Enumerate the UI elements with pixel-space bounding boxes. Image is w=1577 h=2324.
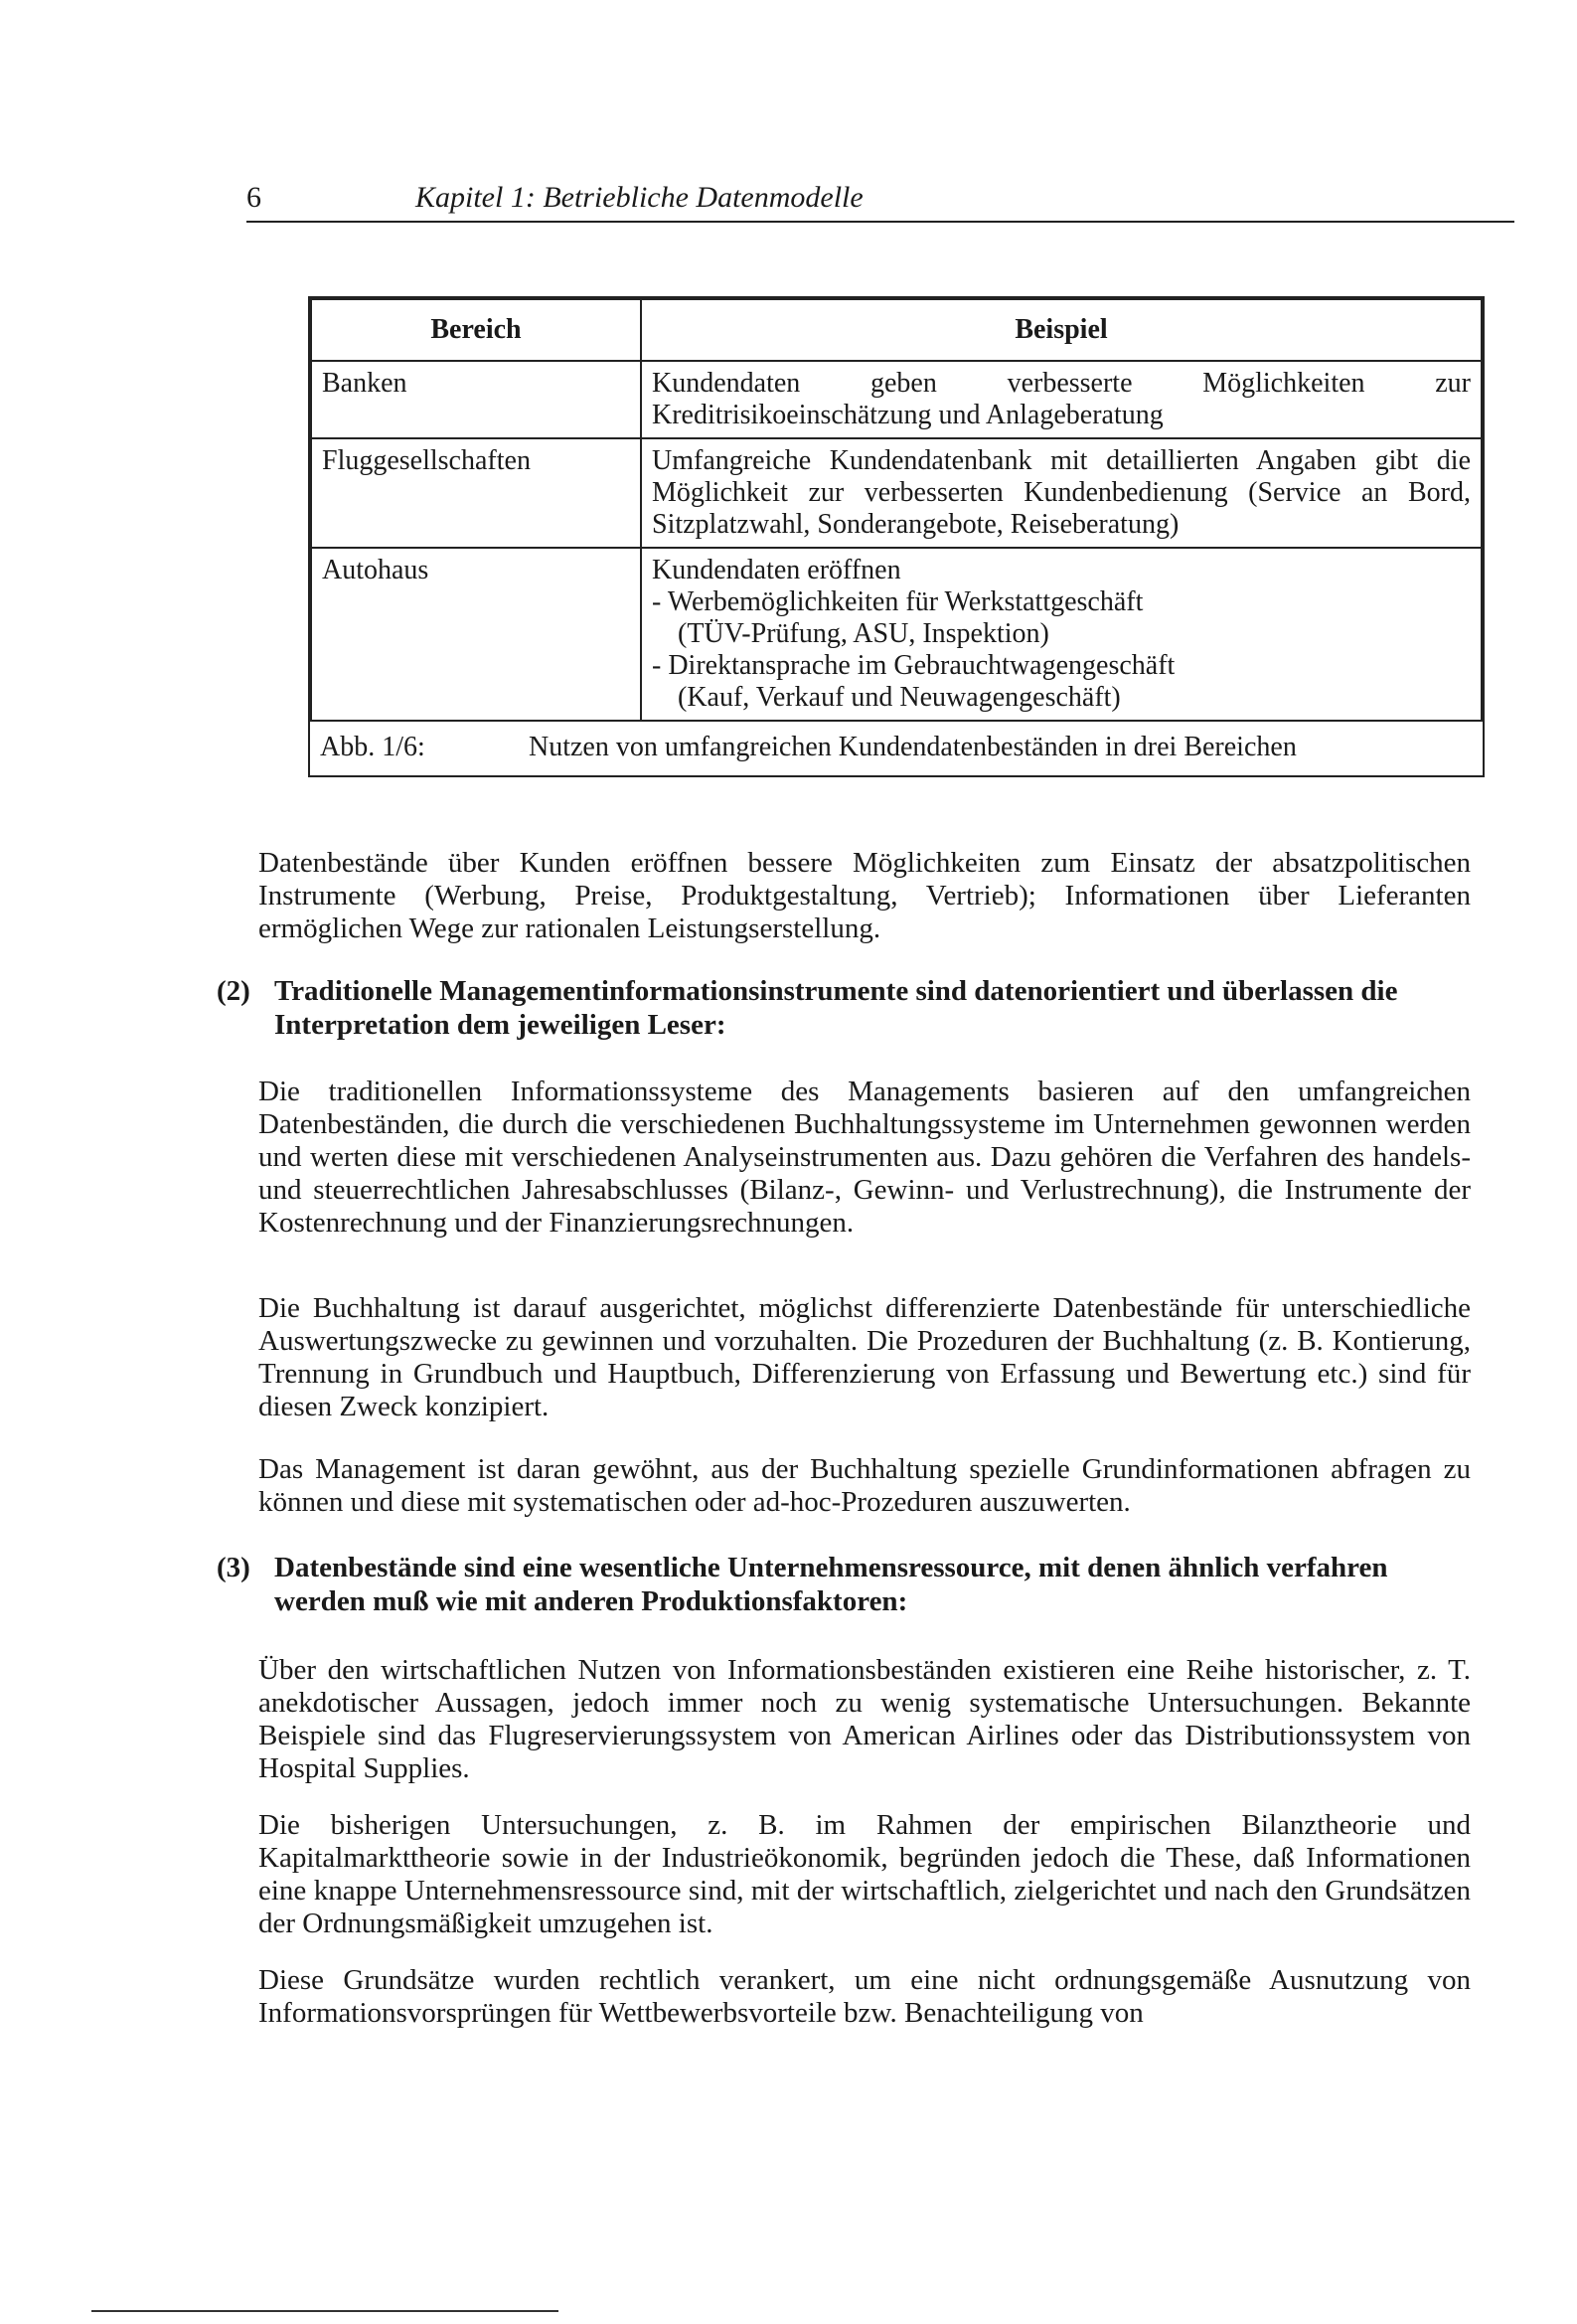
chapter-title: Kapitel 1: Betriebliche Datenmodelle (415, 181, 864, 214)
paragraph: Über den wirtschaftlichen Nutzen von Informationsbeständen existieren eine Reihe historischer, z. T. anekdotischer Aussagen, jedoch immer noch zu wenig systematische Untersuchungen. Bekannte Beispiele sind das Flugreservierungssystem von American Airlines oder das Distributionssystem von Hospital Supplies. (258, 1654, 1471, 1784)
section-heading-text: Traditionelle Managementinformationsinstrumente sind datenorientiert und überlassen die Interpretation dem jeweiligen Leser: (274, 975, 1398, 1041)
paragraph: Das Management ist daran gewöhnt, aus der Buchhaltung spezielle Grundinformationen abfragen zu können und diese mit systematischen oder ad-hoc-Prozeduren auszuwerten. (258, 1453, 1471, 1518)
list-item: - Werbemöglichkeiten für Werkstattgeschäft (652, 586, 1144, 617)
section-heading (217, 974, 1471, 1042)
section-heading-text: Datenbestände sind eine wesentliche Unternehmensressource, mit denen ähnlich verfahren werden muß wie mit anderen Produktionsfaktoren: (274, 1552, 1388, 1617)
figure-table (310, 298, 1483, 722)
table-row (311, 438, 1482, 548)
table-row (311, 361, 1482, 438)
column-header-area: Bereich (311, 299, 641, 361)
footnote-rule (91, 2310, 558, 2312)
example-intro: Kundendaten eröffnen (652, 555, 901, 585)
section-number: (2) (217, 975, 250, 1007)
figure-caption (310, 722, 1483, 775)
paragraph: Die traditionellen Informationssysteme des Managements basieren auf den umfangreichen Datenbeständen, die durch die verschiedenen Buchhaltungssysteme im Unternehmen gewonnen werden und werten diese mit verschiedenen Analyseinstrumenten aus. Dazu gehören die Verfahren des handels- und steuerrechtlichen Jahresabschlusses (Bilanz-, Gewinn- und Verlustrechnung), die Instrumente der Kostenrechnung und der Finanzierungsrechnungen. (258, 1076, 1471, 1239)
caption-text: Nutzen von umfangreichen Kundendatenbeständen in drei Bereichen (529, 732, 1297, 762)
list-item-detail: (TÜV-Prüfung, ASU, Inspektion) (678, 618, 1049, 649)
list-item: - Direktansprache im Gebrauchtwagengeschäft (652, 650, 1176, 681)
caption-label: Abb. 1/6: (320, 732, 425, 762)
page-number: 6 (246, 181, 261, 214)
section-number: (3) (217, 1552, 250, 1583)
area-cell: Banken (311, 361, 641, 438)
section-heading (217, 1551, 1471, 1618)
paragraph: Diese Grundsätze wurden rechtlich verankert, um eine nicht ordnungsgemäße Ausnutzung von Informationsvorsprüngen für Wettbewerbsvorteile bzw. Benachteiligung von (258, 1964, 1471, 2029)
example-cell (641, 548, 1482, 721)
example-cell: Kundendaten geben verbesserte Möglichkeiten zur Kreditrisikoeinschätzung und Anlageberatung (641, 361, 1482, 438)
list-item-detail: (Kauf, Verkauf und Neuwagengeschäft) (678, 682, 1121, 713)
example-cell: Umfangreiche Kundendatenbank mit detaillierten Angaben gibt die Möglichkeit zur verbesserten Kundenbedienung (Service an Bord, Sitzplatzwahl, Sonderangebote, Reiseberatung) (641, 438, 1482, 548)
column-header-example: Beispiel (641, 299, 1482, 361)
running-header (246, 175, 1514, 223)
paragraph: Datenbestände über Kunden eröffnen bessere Möglichkeiten zum Einsatz der absatzpolitischen Instrumente (Werbung, Preise, Produktgestaltung, Vertrieb); Informationen über Lieferanten ermöglichen Wege zur rationalen Leistungserstellung. (258, 847, 1471, 944)
table-row (311, 548, 1482, 721)
table-header-row (311, 299, 1482, 361)
area-cell: Autohaus (311, 548, 641, 721)
paragraph: Die Buchhaltung ist darauf ausgerichtet, möglichst differenzierte Datenbestände für unterschiedliche Auswertungszwecke zu gewinnen und vorzuhalten. Die Prozeduren der Buchhaltung (z. B. Kontierung, Trennung in Grundbuch und Hauptbuch, Differenzierung von Erfassung und Bewertung etc.) sind für diesen Zweck konzipiert. (258, 1292, 1471, 1422)
paragraph: Die bisherigen Untersuchungen, z. B. im Rahmen der empirischen Bilanztheorie und Kapitalmarkttheorie sowie in der Industrieökonomik, begründen jedoch die These, daß Informationen eine knappe Unternehmensressource sind, mit der wirtschaftlich, zielgerichtet und nach den Grundsätzen der Ordnungsmäßigkeit umzugehen ist. (258, 1809, 1471, 1939)
figure-table-box (308, 296, 1485, 777)
area-cell: Fluggesellschaften (311, 438, 641, 548)
